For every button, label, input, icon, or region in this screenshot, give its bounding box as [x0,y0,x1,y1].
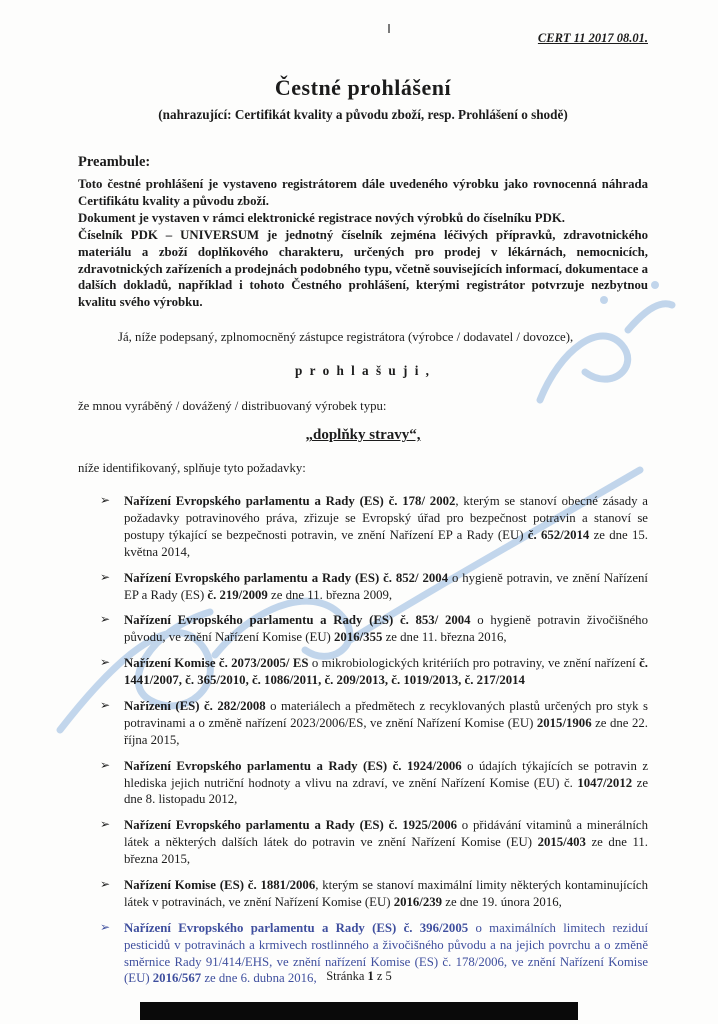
header-cert-reference [78,30,648,47]
page-footer [0,969,718,984]
regulation-item: ➢ Nařízení Evropského parlamentu a Rady (ES) č. 396/2005 o maximálních limitech reziduí pesticidů v potravinách a krmivech rostlinného a živočišného původu a na jejich povrchu a o změně směrnice Rady 91/414/EHS, ve znění nařízení Komise (ES) č. 178/2006, ve znění Nařízení Komise (EU) 2016/567 ze dne 6. dubna 2016, [100,920,648,988]
preamble-section [78,153,648,311]
regulation-item: ➢ Nařízení Komise (ES) č. 1881/2006, kterým se stanoví maximální limity některých kontaminujících látek v potravinách, ve znění Nařízení Komise (EU) 2016/239 ze dne 19. února 2016, [100,877,648,911]
cert-reference-text: CERT 11 2017 08.01. [537,31,648,45]
footer-prefix: Stránka [326,969,368,983]
regulation-item: ➢ Nařízení Evropského parlamentu a Rady (ES) č. 852/ 2004 o hygieně potravin, ve znění Nařízení EP a Rady (ES) č. 219/2009 ze dne 11. března 2009, [100,570,648,604]
document-title: Čestné prohlášení [274,74,452,100]
preamble-paragraph: Číselník PDK – UNIVERSUM je jednotný číselník zejména léčivých přípravků, zdravotnického materiálu a zboží doplňkového charakteru, určených pro prodej v lékárnách, nemocnicích, zdravotnických zařízeních a prodejnách podobného typu, včetně souvisejících informací, dokumentace a dalších dokladů, například i tohoto Čestného prohlášení, kterými registrátor potvrzuje nezbytnou kvalitu svého výrobku. [78,227,648,310]
requirements-intro: níže identifikovaný, splňuje tyto požadavky: [78,461,306,476]
regulation-item: ➢ Nařízení Evropského parlamentu a Rady (ES) č. 178/ 2002, kterým se stanoví obecné zásady a požadavky potravinového práva, zřizuje se Evropský úřad pro bezpečnost potravin a stanoví se postupy týkající se bezpečnosti potravin, ve znění Nařízení EP a Rady (EU) č. 652/2014 ze dne 15. května 2014, [100,493,648,561]
product-type-text: „doplňky stravy“, [305,427,421,444]
product-line: že mnou vyráběný / dovážený / distribuovaný výrobek typu: [78,398,387,413]
regulation-item: ➢ Nařízení (ES) č. 282/2008 o materiálech a předmětech z recyklovaných plastů určených pro styk s potravinami a o změně nařízení 2023/2006/ES, ve znění Nařízení Komise (EU) 2015/1906 ze dne 22. října 2015, [100,698,648,749]
regulation-item: ➢ Nařízení Evropského parlamentu a Rady (ES) č. 1924/2006 o údajích týkajících se potravin z hlediska jejich nutriční hodnoty a vlivu na zdraví, ve znění Nařízení Komise (EU) č. 1047/2012 ze dne 8. listopadu 2012, [100,758,648,809]
regulations-list [100,493,648,987]
preamble-paragraph: Toto čestné prohlášení je vystaveno registrátorem dále uvedeného výrobku jako rovnocenná náhrada Certifikátu kvality a původu zboží. [78,177,648,208]
preamble-paragraph: Dokument je vystaven v rámci elektronické registrace nových výrobků do číselníku PDK. [78,210,565,225]
product-type [78,426,648,446]
footer-page-number: 1 [367,969,374,983]
document-subtitle: (nahrazující: Certifikát kvality a původu zboží, resp. Prohlášení o shodě) [158,106,568,122]
preamble-heading: Preambule: [78,153,151,170]
regulation-item: ➢ Nařízení Komise č. 2073/2005/ ES o mikrobiologických kritériích pro potraviny, ve znění nařízení č. 1441/2007, č. 365/2010, č. 1086/2011, č. 209/2013, č. 1019/2013, č. 217/2014 [100,655,648,689]
declaration-intro: Já, níže podepsaný, zplnomocněný zástupce registrátora (výrobce / dodavatel / dovozce), [118,330,574,345]
declaration-verb: p r o h l a š u j i , [295,363,431,379]
regulation-item: ➢ Nařízení Evropského parlamentu a Rady (ES) č. 853/ 2004 o hygieně potravin živočišného původu, ve znění Nařízení Komise (EU) 2016/355 ze dne 11. března 2016, [100,612,648,646]
scan-artifact-bar [140,1002,578,1020]
footer-suffix: z 5 [373,969,392,983]
regulation-item: ➢ Nařízení Evropského parlamentu a Rady (ES) č. 1925/2006 o přidávání vitaminů a minerálních látek a některých dalších látek do potravin ve znění Nařízení Komise (EU) 2015/403 ze dne 11. března 2015, [100,817,648,868]
